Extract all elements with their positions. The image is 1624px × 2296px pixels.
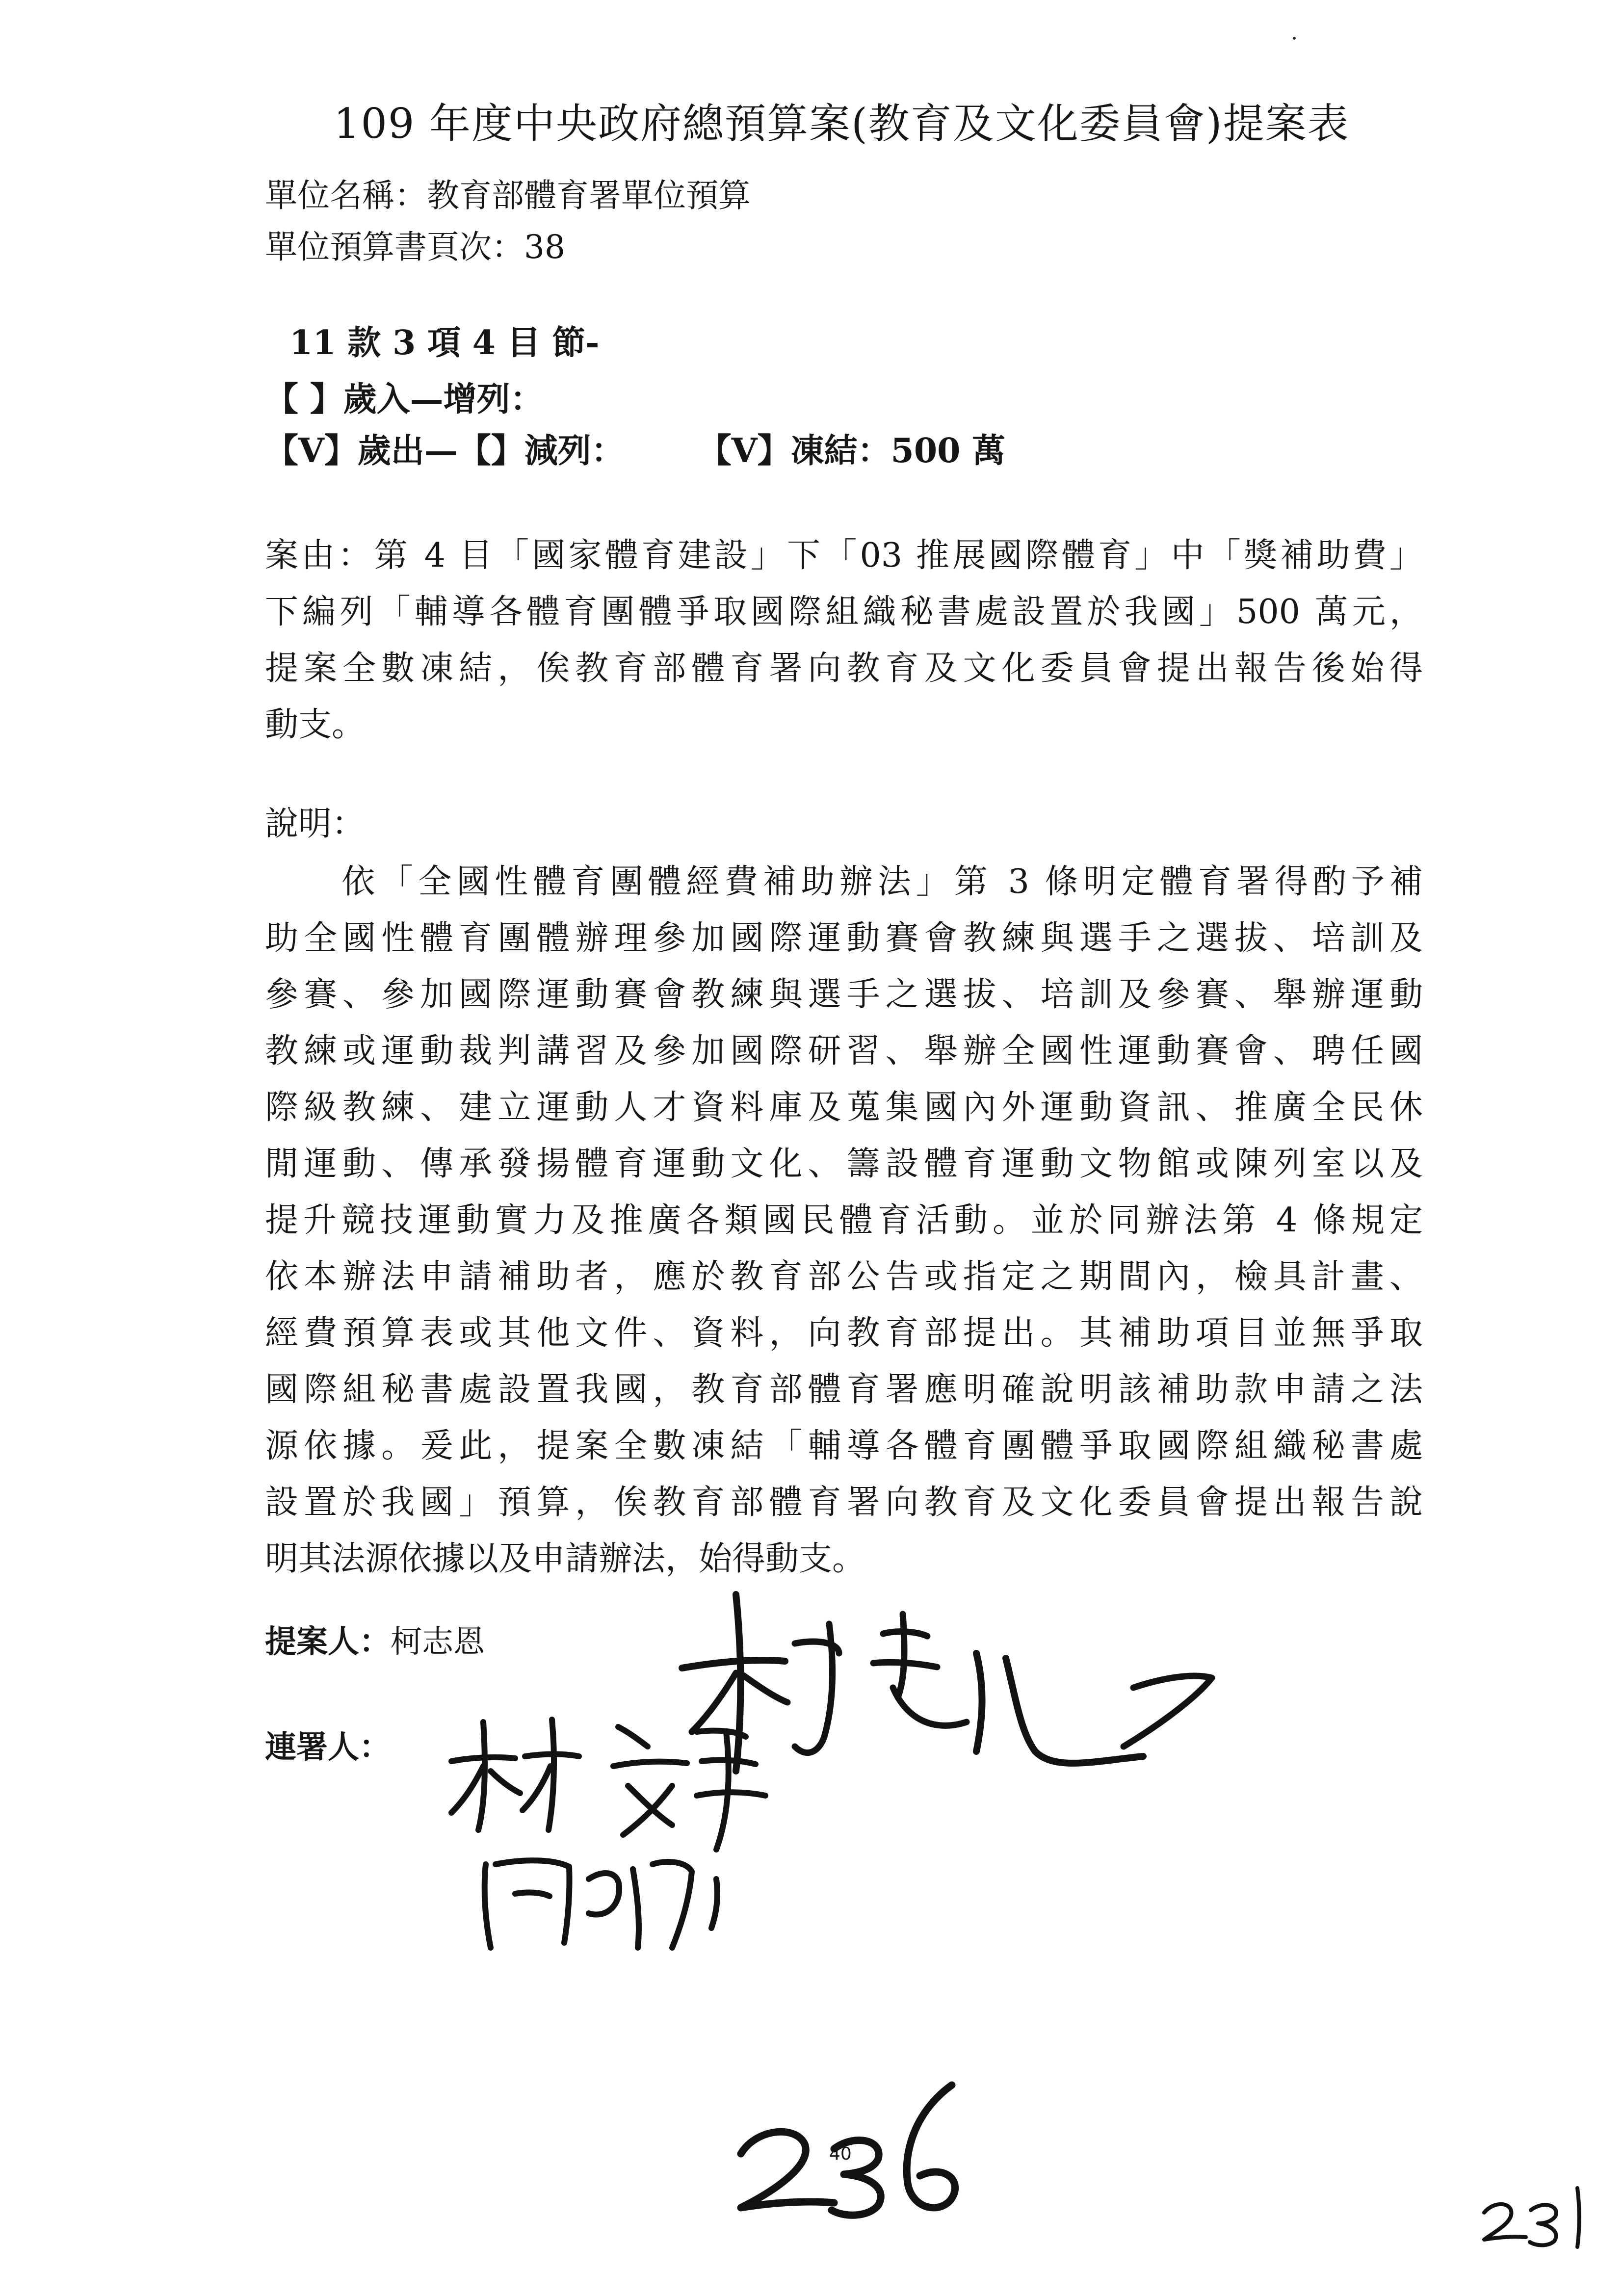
- revenue-increase-line: 【 】歲入—增列：: [265, 380, 544, 419]
- proposer-name: 柯志恩: [391, 1624, 485, 1660]
- explanation-line: 提升競技運動實力及推廣各類國民體育活動。並於同辦法第 4 條規定: [265, 1201, 1423, 1240]
- handwritten-corner-number: [1477, 2178, 1599, 2252]
- explanation-line: 國際組秘書處設置我國，教育部體育署應明確說明該補助款申請之法: [265, 1370, 1423, 1409]
- case-line: 下編列「輔導各體育團體爭取國際組織秘書處設置於我國」500 萬元，: [265, 593, 1423, 631]
- explanation-line: 參賽、參加國際運動賽會教練與選手之選拔、培訓及參賽、舉辦運動: [265, 975, 1423, 1014]
- proposer: [265, 1617, 485, 1662]
- explanation-line: 閒運動、傳承發揚體育運動文化、籌設體育運動文物館或陳列室以及: [265, 1145, 1423, 1183]
- explanation-line: 源依據。爰此，提案全數凍結「輔導各體育團體爭取國際組織秘書處: [265, 1427, 1423, 1465]
- scan-speck: [1293, 37, 1296, 40]
- expenditure-reduce-label: 【V】歲出—【】減列：: [265, 431, 625, 470]
- cosigner-label: 連署人：: [265, 1729, 391, 1766]
- page-number: 40: [829, 2144, 852, 2164]
- proposer-label: 提案人：: [265, 1623, 391, 1660]
- case-line: 提案全數凍結，俟教育部體育署向教育及文化委員會提出報告後始得: [265, 649, 1423, 688]
- explanation-line: 際級教練、建立運動人才資料庫及蒐集國內外運動資訊、推廣全民休: [265, 1088, 1423, 1127]
- budget-item-code: 11 款 3 項 4 目 節-: [289, 323, 600, 363]
- case-line: 案由：第 4 目「國家體育建設」下「03 推展國際體育」中「獎補助費」: [265, 536, 1423, 575]
- case-line: 動支。: [265, 705, 366, 744]
- explanation-label: 說明：: [265, 805, 366, 843]
- explanation-line: 明其法源依據以及申請辦法，始得動支。: [265, 1539, 866, 1578]
- freeze-amount: 【V】凍結：500 萬: [698, 431, 1006, 470]
- expenditure-line: [265, 424, 1005, 472]
- explanation-line: 依本辦法申請補助者，應於教育部公告或指定之期間內，檢具計畫、: [265, 1257, 1423, 1296]
- explanation-line: 依「全國性體育團體經費補助辦法」第 3 條明定體育署得酌予補: [265, 862, 1423, 901]
- cosigner: [265, 1722, 391, 1767]
- explanation-paragraph: [265, 854, 1423, 1587]
- budget-page-reference: 單位預算書頁次：38: [265, 228, 565, 266]
- unit-name: 單位名稱：教育部體育署單位預算: [265, 177, 751, 214]
- explanation-line: 助全國性體育團體辦理參加國際運動賽會教練與選手之選拔、培訓及: [265, 919, 1423, 958]
- explanation-line: 設置於我國」預算，俟教育部體育署向教育及文化委員會提出報告說: [265, 1483, 1423, 1522]
- case-paragraph: [265, 527, 1423, 753]
- cosigner-signature: [442, 1702, 795, 1962]
- explanation-line: 教練或運動裁判講習及參加國際研習、舉辦全國性運動賽會、聘任國: [265, 1032, 1423, 1070]
- document-title: 109 年度中央政府總預算案(教育及文化委員會)提案表: [334, 100, 1350, 148]
- explanation-line: 經費預算表或其他文件、資料，向教育部提出。其補助項目並無爭取: [265, 1314, 1423, 1353]
